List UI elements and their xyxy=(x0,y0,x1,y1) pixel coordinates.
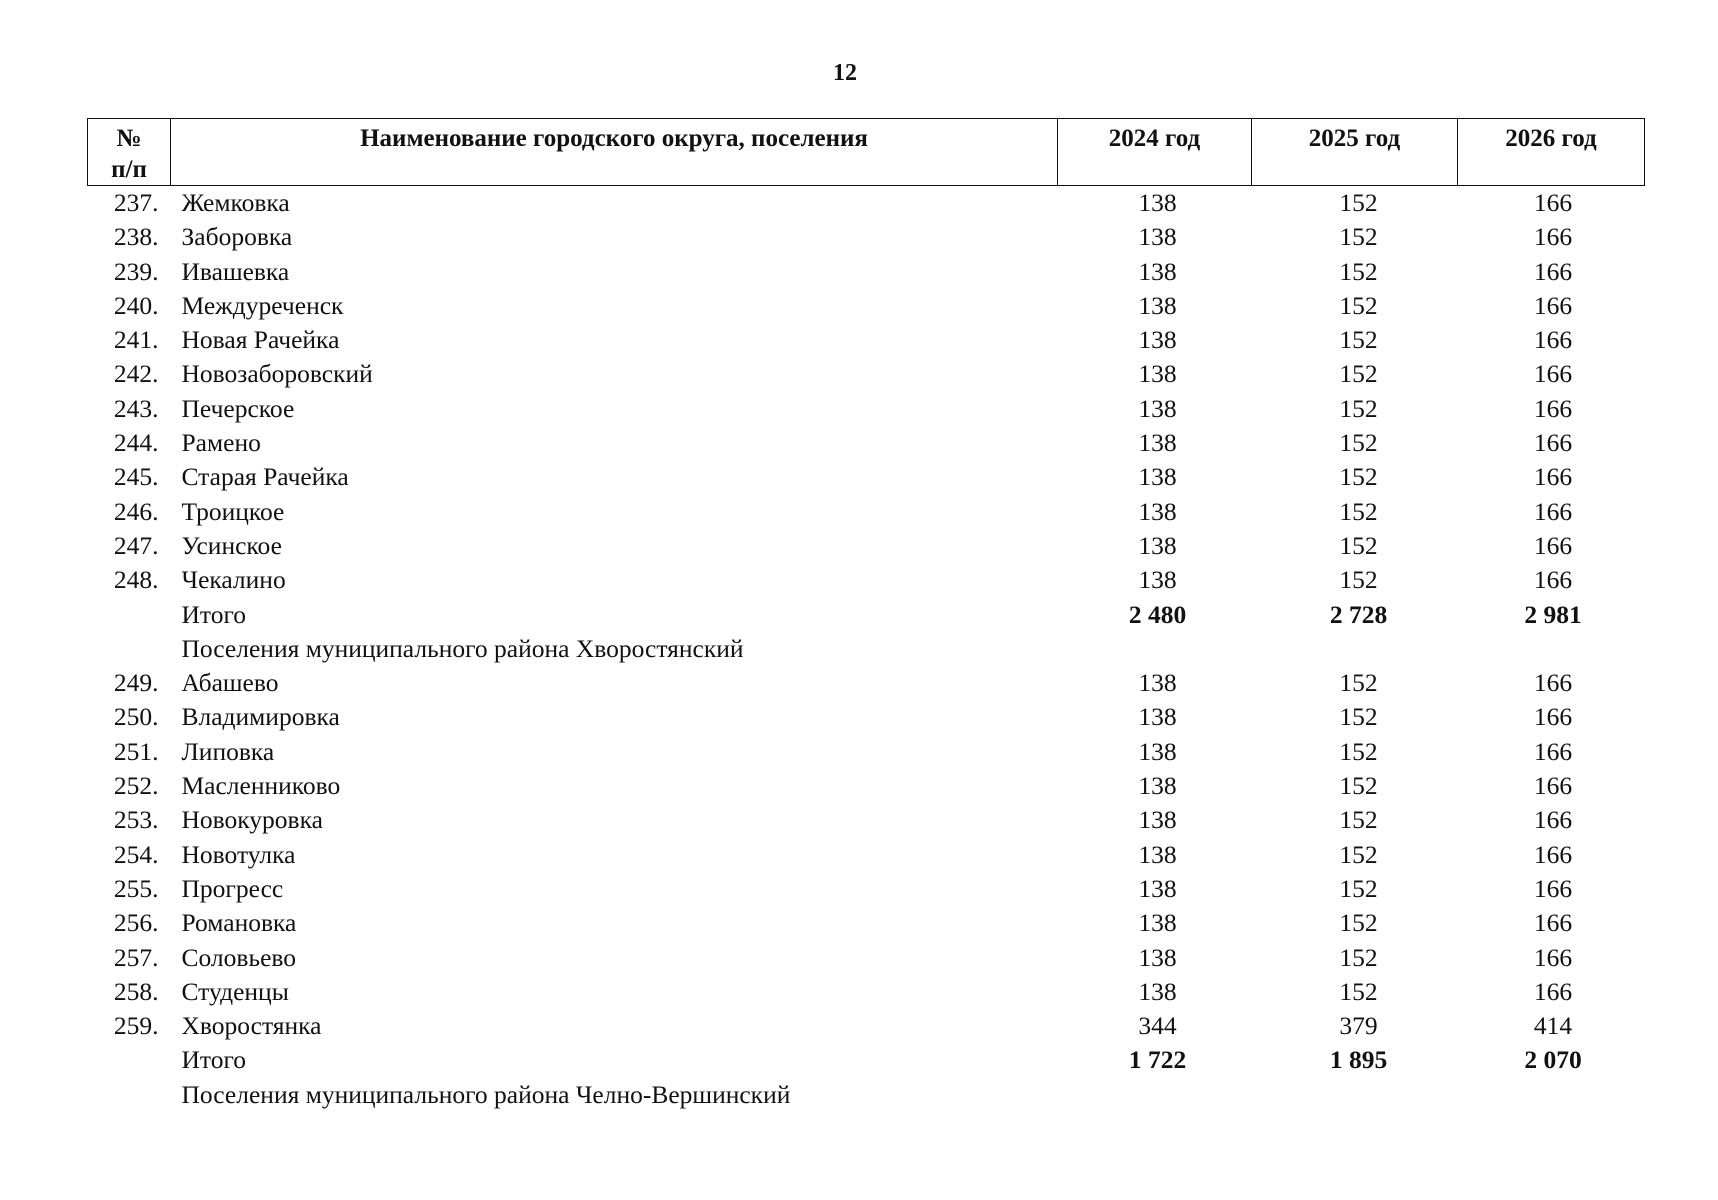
value-2025: 152 xyxy=(1339,668,1378,698)
row-number: 257. xyxy=(113,942,159,972)
value-2024: 138 xyxy=(1138,496,1177,526)
settlement-name: Новая Рачейка xyxy=(181,325,340,355)
value-2024: 138 xyxy=(1138,359,1177,389)
header-2025 xyxy=(1252,119,1458,186)
total-label: Итого xyxy=(181,1045,247,1075)
row-number: 250. xyxy=(113,702,159,732)
table-row xyxy=(88,460,1645,494)
value-2025: 152 xyxy=(1339,771,1378,801)
settlement-name: Заборовка xyxy=(181,222,293,252)
settlement-name: Печерское xyxy=(181,393,295,423)
row-number: 247. xyxy=(113,530,159,560)
row-number: 248. xyxy=(113,565,159,595)
value-2025: 152 xyxy=(1339,496,1378,526)
table-row xyxy=(88,735,1645,769)
value-2024: 138 xyxy=(1138,428,1177,458)
row-number: 254. xyxy=(113,839,159,869)
value-2025: 152 xyxy=(1339,908,1378,938)
value-2026: 166 xyxy=(1533,256,1573,286)
row-number: 246. xyxy=(113,496,159,526)
table-row xyxy=(88,666,1645,700)
value-2024: 138 xyxy=(1138,702,1177,732)
value-2026: 166 xyxy=(1533,565,1573,595)
value-2025: 152 xyxy=(1339,222,1378,252)
value-2026: 166 xyxy=(1533,839,1573,869)
table-row xyxy=(88,838,1645,872)
value-2025: 152 xyxy=(1339,565,1378,595)
settlement-name: Чекалино xyxy=(181,565,286,595)
value-2024: 138 xyxy=(1138,325,1177,355)
settlement-name: Соловьево xyxy=(181,942,297,972)
settlement-name: Междуреченск xyxy=(181,290,344,320)
table-row xyxy=(88,255,1645,289)
value-2025: 152 xyxy=(1339,805,1378,835)
value-2026: 166 xyxy=(1533,908,1573,938)
table-row xyxy=(88,872,1645,906)
settlement-name: Троицкое xyxy=(181,496,285,526)
settlement-name: Старая Рачейка xyxy=(181,462,349,492)
value-2024: 138 xyxy=(1138,942,1177,972)
value-2024: 138 xyxy=(1138,256,1177,286)
value-2025: 152 xyxy=(1339,393,1378,423)
header-num xyxy=(88,119,171,186)
value-2026: 166 xyxy=(1533,771,1573,801)
table-row xyxy=(88,186,1645,221)
value-2026: 414 xyxy=(1533,1011,1573,1041)
value-2025: 152 xyxy=(1339,736,1378,766)
value-2026: 166 xyxy=(1533,496,1573,526)
row-number: 251. xyxy=(113,736,159,766)
row-number: 252. xyxy=(113,771,159,801)
header-name-label: Наименование городского округа, поселения xyxy=(360,125,868,152)
row-number xyxy=(88,598,171,632)
settlement-name: Жемковка xyxy=(181,188,290,217)
table-row xyxy=(88,392,1645,426)
value-2024: 138 xyxy=(1138,976,1177,1006)
value-2024: 138 xyxy=(1138,393,1177,423)
row-number xyxy=(88,1078,171,1112)
header-row xyxy=(88,119,1645,186)
table-row xyxy=(88,495,1645,529)
settlement-name: Рамено xyxy=(181,428,261,458)
value-2024: 2 480 xyxy=(1128,599,1187,629)
settlement-name: Студенцы xyxy=(181,976,289,1006)
value-2026: 166 xyxy=(1533,325,1573,355)
table-row xyxy=(88,941,1645,975)
settlements-table-container xyxy=(87,118,1644,1112)
total-row xyxy=(88,598,1645,632)
value-2024: 138 xyxy=(1138,668,1177,698)
value-2026: 166 xyxy=(1533,942,1573,972)
table-row xyxy=(88,529,1645,563)
value-2026: 166 xyxy=(1533,188,1573,217)
section-heading-row xyxy=(88,632,1645,666)
settlement-name: Новокуровка xyxy=(181,805,323,835)
value-2024: 1 722 xyxy=(1128,1045,1187,1075)
value-2025: 152 xyxy=(1339,873,1378,903)
value-2025: 152 xyxy=(1339,462,1378,492)
value-2025: 152 xyxy=(1339,530,1378,560)
settlement-name: Усинское xyxy=(181,530,282,560)
value-2025: 152 xyxy=(1339,290,1378,320)
value-2026: 166 xyxy=(1533,873,1573,903)
row-number: 241. xyxy=(113,325,159,355)
header-name xyxy=(171,119,1058,186)
value-2025: 152 xyxy=(1339,976,1378,1006)
value-2026: 2 981 xyxy=(1524,599,1582,629)
header-2025-label: 2025 год xyxy=(1308,125,1401,152)
row-number xyxy=(88,632,171,666)
header-2024 xyxy=(1058,119,1252,186)
value-2025: 152 xyxy=(1339,325,1378,355)
value-2024: 138 xyxy=(1138,222,1177,252)
total-label: Итого xyxy=(181,599,247,629)
row-number: 249. xyxy=(113,668,159,698)
value-2025: 152 xyxy=(1339,359,1378,389)
header-2026-label: 2026 год xyxy=(1505,125,1597,152)
value-2026: 166 xyxy=(1533,393,1573,423)
settlement-name: Новозаборовский xyxy=(181,359,373,389)
value-2024: 138 xyxy=(1138,290,1177,320)
value-2025: 152 xyxy=(1339,839,1378,869)
value-2026: 166 xyxy=(1533,668,1573,698)
page-number: 12 xyxy=(833,60,857,86)
value-2026: 166 xyxy=(1533,976,1573,1006)
row-number: 253. xyxy=(113,805,159,835)
value-2026: 166 xyxy=(1533,736,1573,766)
row-number: 243. xyxy=(113,393,159,423)
settlement-name: Липовка xyxy=(181,736,275,766)
value-2026: 166 xyxy=(1533,462,1573,492)
settlement-name: Владимировка xyxy=(181,702,340,732)
value-2024: 138 xyxy=(1138,771,1177,801)
value-2026: 166 xyxy=(1533,222,1573,252)
row-number: 245. xyxy=(113,462,159,492)
table-body xyxy=(88,186,1645,1113)
header-2024-label: 2024 год xyxy=(1108,125,1201,152)
settlement-name: Масленниково xyxy=(181,771,341,801)
table-row xyxy=(88,220,1645,254)
row-number: 244. xyxy=(113,428,159,458)
table-row xyxy=(88,769,1645,803)
value-2024: 138 xyxy=(1138,565,1177,595)
value-2024: 138 xyxy=(1138,839,1177,869)
section-heading: Поселения муниципального района Челно-Вершинский xyxy=(181,1079,791,1109)
table-row xyxy=(88,357,1645,391)
value-2025: 152 xyxy=(1339,256,1378,286)
value-2026: 166 xyxy=(1533,805,1573,835)
value-2026: 166 xyxy=(1533,290,1573,320)
table-row xyxy=(88,803,1645,837)
row-number: 242. xyxy=(113,359,159,389)
row-number: 240. xyxy=(113,290,159,320)
value-2026: 166 xyxy=(1533,428,1573,458)
table-row xyxy=(88,1009,1645,1043)
table-row xyxy=(88,563,1645,597)
value-2024: 138 xyxy=(1138,908,1177,938)
table-header xyxy=(88,119,1645,186)
row-number: 255. xyxy=(113,873,159,903)
header-num-label: № п/п xyxy=(111,125,147,183)
settlement-name: Хворостянка xyxy=(181,1011,322,1041)
table-row xyxy=(88,289,1645,323)
settlement-name: Романовка xyxy=(181,908,297,938)
value-2025: 379 xyxy=(1339,1011,1378,1041)
value-2025: 152 xyxy=(1339,188,1378,217)
settlement-name: Ивашевка xyxy=(181,256,290,286)
row-number: 258. xyxy=(113,976,159,1006)
value-2025: 152 xyxy=(1339,702,1378,732)
header-2026 xyxy=(1458,119,1645,186)
value-2025: 152 xyxy=(1339,428,1378,458)
row-number: 239. xyxy=(113,256,159,286)
value-2024: 138 xyxy=(1138,188,1177,217)
value-2025: 2 728 xyxy=(1329,599,1388,629)
value-2025: 1 895 xyxy=(1329,1045,1388,1075)
row-number: 259. xyxy=(113,1011,159,1041)
table-row xyxy=(88,426,1645,460)
settlement-name: Прогресс xyxy=(181,873,284,903)
row-number: 237. xyxy=(113,188,159,217)
value-2024: 138 xyxy=(1138,805,1177,835)
row-number: 256. xyxy=(113,908,159,938)
table-row xyxy=(88,323,1645,357)
settlements-table xyxy=(87,118,1645,1112)
table-row xyxy=(88,906,1645,940)
table-row xyxy=(88,975,1645,1009)
value-2026: 166 xyxy=(1533,359,1573,389)
value-2024: 138 xyxy=(1138,736,1177,766)
value-2024: 344 xyxy=(1138,1011,1177,1041)
settlement-name: Новотулка xyxy=(181,839,296,869)
row-number xyxy=(88,1043,171,1077)
total-row xyxy=(88,1043,1645,1077)
value-2026: 166 xyxy=(1533,702,1573,732)
settlement-name: Абашево xyxy=(181,668,279,698)
value-2024: 138 xyxy=(1138,873,1177,903)
value-2024: 138 xyxy=(1138,462,1177,492)
section-heading-row xyxy=(88,1078,1645,1112)
value-2026: 2 070 xyxy=(1524,1045,1582,1075)
table-row xyxy=(88,700,1645,734)
value-2025: 152 xyxy=(1339,942,1378,972)
value-2024: 138 xyxy=(1138,530,1177,560)
value-2026: 166 xyxy=(1533,530,1573,560)
section-heading: Поселения муниципального района Хворостянский xyxy=(181,633,744,663)
row-number: 238. xyxy=(113,222,159,252)
